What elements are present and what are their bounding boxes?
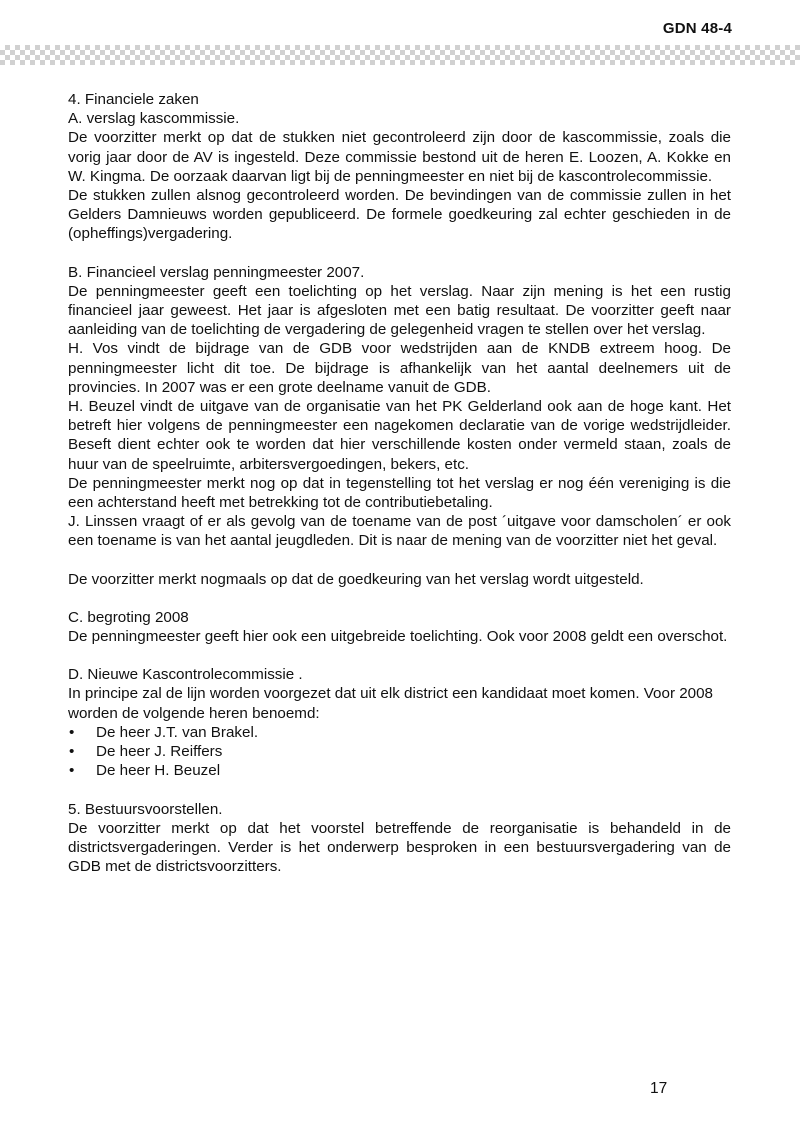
list-item-text: De heer H. Beuzel — [96, 762, 221, 780]
paragraph: In principe zal de lijn worden voorgezet dat uit elk district een kandidaat moet komen. Voor 2008 worden de volgende heren benoemd: — [68, 685, 714, 722]
paragraph: De voorzitter merkt op dat het voorstel betreffende de reorganisatie is behandeld in de districtsvergaderingen. Verder is het onderwerp besproken in een bestuursvergadering van de GDB met de districtsvoorzitters. — [68, 819, 731, 876]
paragraph: J. Linssen vraagt of er als gevolg van de toename van de post ´uitgave voor damscholen´ er ook een toename is van het aantal jeugdleden. Dit is naar de mening van de voorzitter niet het geval. — [68, 513, 731, 550]
spacer — [68, 646, 731, 665]
paragraph: H. Beuzel vindt de uitgave van de organisatie van het PK Gelderland ook aan de hoge kant. Het betreft hier volgens de penningmeester een nagekomen declaratie van de vorige wedstrijdleider. Beseft dient echter ook te worden dat hier verschillende kosten onder vermeld staan, zoals de huur van de speelruimte, arbitersvergoedingen, bekers, etc. — [68, 398, 731, 473]
list-item — [68, 723, 731, 742]
section-4a-heading: A. verslag kascommissie. — [68, 110, 240, 128]
spacer — [68, 589, 731, 608]
section-4-heading: 4. Financiele zaken — [68, 91, 199, 108]
page-number: 17 — [650, 1080, 668, 1097]
section-4c-heading: C. begroting 2008 — [68, 608, 189, 626]
list-item-text: De heer J.T. van Brakel. — [96, 723, 259, 741]
bullet-icon: • — [69, 723, 75, 741]
paragraph: De penningmeester geeft een toelichting op het verslag. Naar zijn mening is het een rustig financieel jaar geweest. Het jaar is afgesloten met een batig resultaat. De voorzitter geeft naar aanleiding van de toelichting de vergadering de gelegenheid vragen te stellen over het verslag. — [68, 282, 731, 339]
paragraph: De stukken zullen alsnog gecontroleerd worden. De bevindingen van de commissie zullen in het Gelders Damnieuws worden gepubliceerd. De formele goedkeuring zal echter geschieden in de (opheffings)vergadering. — [68, 187, 731, 243]
section-4d-heading: D. Nieuwe Kascontrolecommissie . — [68, 666, 303, 684]
spacer — [68, 244, 731, 263]
bullet-icon: • — [69, 762, 75, 780]
paragraph: De penningmeester geeft hier ook een uitgebreide toelichting. Ook voor 2008 geldt een overschot. — [68, 628, 728, 646]
spacer — [68, 551, 731, 570]
section-4b-heading: B. Financieel verslag penningmeester 2007. — [68, 263, 365, 281]
list-item — [68, 742, 731, 761]
paragraph: De penningmeester merkt nog op dat in tegenstelling tot het verslag er nog één vereniging is die een achterstand heeft met betrekking tot de contributiebetaling. — [68, 474, 731, 512]
list-item — [68, 761, 731, 780]
bullet-icon: • — [69, 743, 75, 761]
checkered-banner — [0, 45, 800, 65]
page-content — [68, 90, 731, 876]
paragraph: De voorzitter merkt op dat de stukken niet gecontroleerd zijn door de kascommissie, zoals die vorig jaar door de AV is ingesteld. Deze commissie bestond uit de heren E. Loozen, A. Kokke en W. Kingma. De oorzaak daarvan ligt bij de penningmeester en niet bij de kascontrolecommissie. — [68, 129, 731, 185]
document-code: GDN 48-4 — [662, 20, 732, 37]
section-5-heading: 5. Bestuursvoorstellen. — [68, 800, 223, 818]
commission-members-list — [68, 723, 731, 781]
paragraph: De voorzitter merkt nogmaals op dat de goedkeuring van het verslag wordt uitgesteld. — [68, 570, 644, 588]
spacer — [68, 781, 731, 800]
paragraph: H. Vos vindt de bijdrage van de GDB voor wedstrijden aan de KNDB extreem hoog. De penningmeester licht dit toe. De bijdrage is afhankelijk van het aantal deelnemers uit de provincies. In 2007 was er een grote deelname vanuit de GDB. — [68, 340, 731, 396]
list-item-text: De heer J. Reiffers — [96, 743, 223, 761]
